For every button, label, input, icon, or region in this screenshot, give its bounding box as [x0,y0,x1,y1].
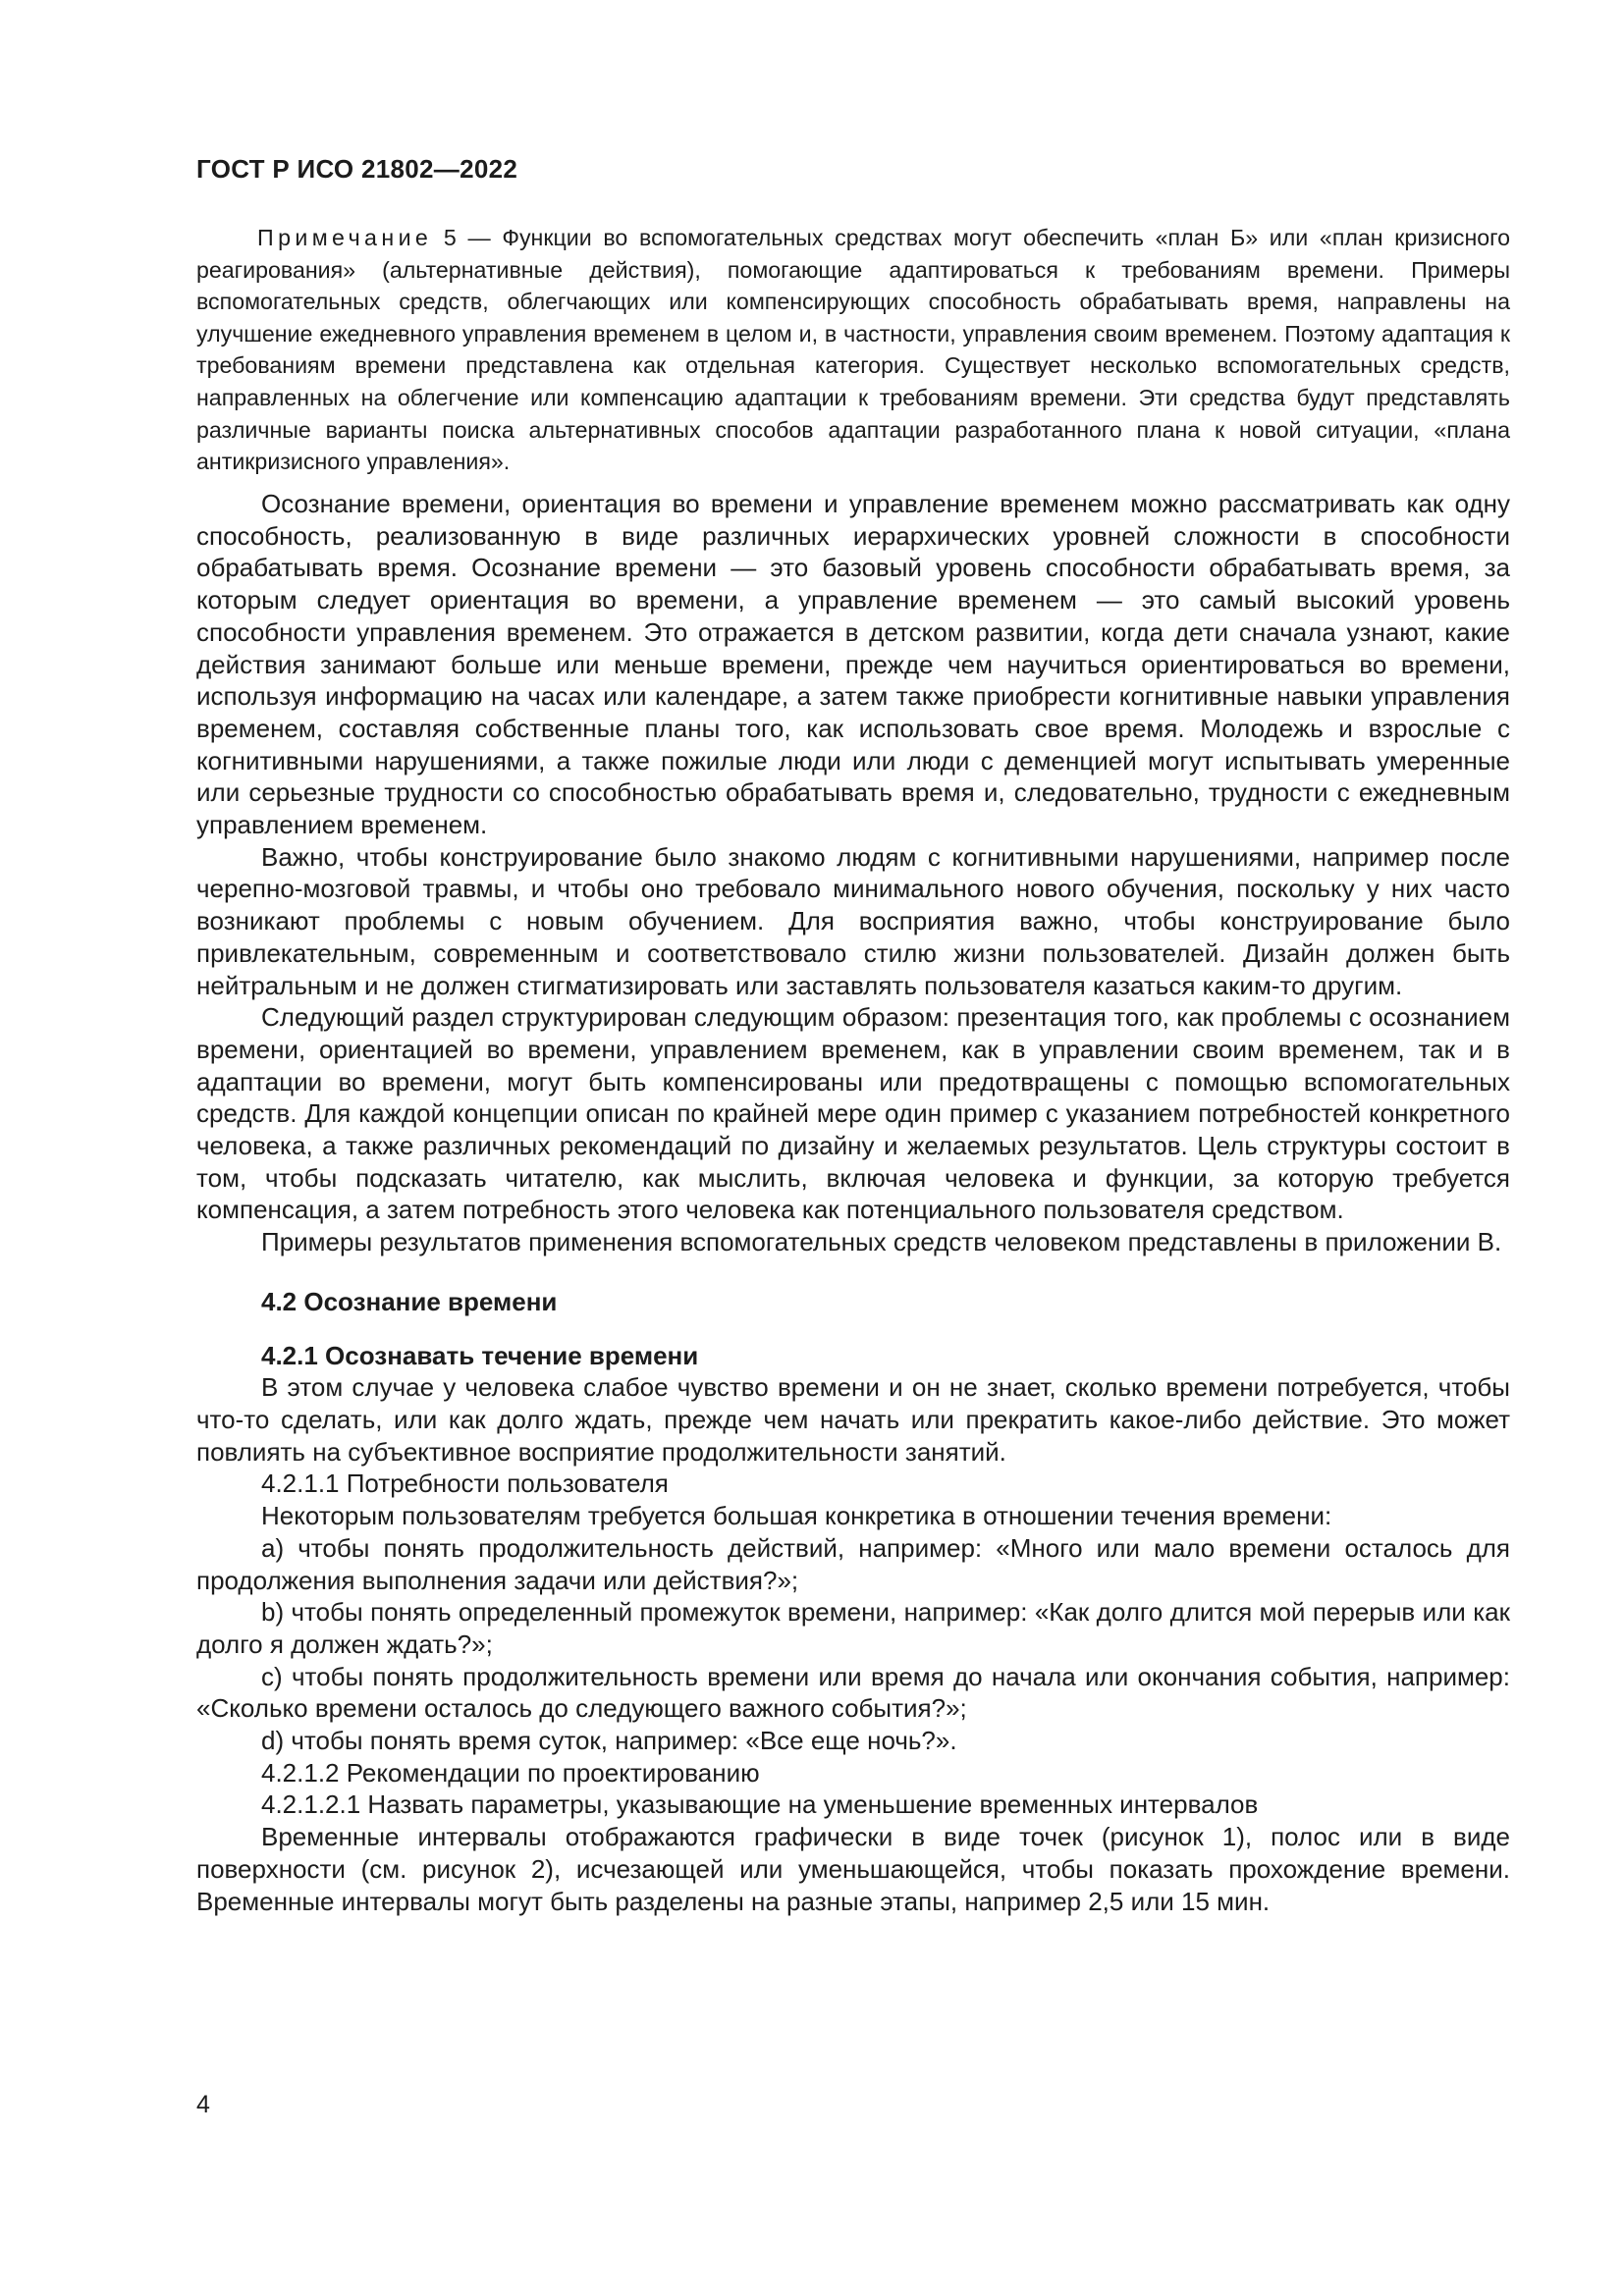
subsection-4-2-1-2-1: 4.2.1.2.1 Назвать параметры, указывающие на уменьшение временных интервалов [261,1789,1259,1820]
paragraph-examples-reference: Примеры результатов применения вспомогательных средств человеком представлены в приложении В. [261,1227,1502,1257]
section-heading-4-2: 4.2 Осознание времени [261,1286,558,1316]
subsection-4-2-1-2: 4.2.1.2 Рекомендации по проектированию [261,1757,760,1788]
paragraph-user-needs-intro: Некоторым пользователям требуется большая конкретика в отношении течения времени: [261,1501,1332,1531]
paragraph-time-intervals: Временные интервалы отображаются графически в виде точек (рисунок 1), полос или в виде поверхности (см. рисунок 2), исчезающей или уменьшающейся, чтобы показать прохождение времени. Временные интервалы могут быть разделены на разные этапы, например 2,5 или 15 мин. [196,1822,1510,1916]
section-heading-4-2-1: 4.2.1 Осознавать течение времени [261,1340,699,1370]
page-number: 4 [196,2091,210,2118]
list-item-c: с) чтобы понять продолжительность времени или время до начала или окончания события, например: «Сколько времени осталось до следующего важного события?»; [196,1661,1510,1724]
subsection-4-2-1-1: 4.2.1.1 Потребности пользователя [261,1468,669,1499]
list-item-a: а) чтобы понять продолжительность действий, например: «Много или мало времени осталось для продолжения выполнения задачи или действия?»; [196,1532,1510,1595]
document-header: ГОСТ Р ИСО 21802—2022 [196,154,518,184]
paragraph-weak-time-sense: В этом случае у человека слабое чувство времени и он не знает, сколько времени потребуется, чтобы что-то сделать, или как долго ждать, прежде чем начать или прекратить какое-либо действие. Это может повлиять на субъективное восприятие продолжительности занятий. [196,1372,1510,1467]
list-item-b: b) чтобы понять определенный промежуток времени, например: «Как долго длится мой перерыв или как долго я должен ждать?»; [196,1597,1510,1659]
main-text [196,488,1510,1917]
note-label: Примечание [257,225,433,250]
paragraph-section-structure: Следующий раздел структурирован следующим образом: презентация того, как проблемы с осознанием времени, ориентацией во времени, управлением временем, как в управлении своим временем, так и в адаптации во времени, могут быть компенсированы или предотвращены с помощью вспомогательных средств. Для каждой концепции описан по крайней мере один пример с указанием потребностей конкретного человека, а также различных рекомендаций по дизайну и желаемых результатов. Цель структуры состоит в том, чтобы подсказать читателю, как мыслить, включая человека и функции, за которую требуется компенсация, а затем потребность этого человека как потенциального пользователя средством. [196,1002,1510,1225]
note-paragraph [196,222,1510,478]
list-item-d: d) чтобы понять время суток, например: «Все еще ночь?». [261,1726,957,1756]
note-block [196,222,1510,478]
paragraph-time-abilities: Осознание времени, ориентация во времени и управление временем можно рассматривать как одну способность, реализованную в виде различных иерархических уровней сложности в способности обрабатывать время. Осознание времени — это базовый уровень способности обрабатывать время, за которым следует ориентация во времени, а управление временем — это самый высокий уровень способности управления временем. Это отражается в детском развитии, когда дети сначала узнают, какие действия занимают больше или меньше времени, прежде чем научиться ориентироваться во времени, используя информацию на часах или календаре, а затем также приобрести когнитивные навыки управления временем, составляя собственные планы того, как использовать свое время. Молодежь и взрослые с когнитивными нарушениями, а также пожилые люди или люди с деменцией могут испытывать умеренные или серьезные трудности со способностью обрабатывать время и, следовательно, трудности с ежедневным управлением временем. [196,489,1510,840]
note-text: 5 — Функции во вспомогательных средствах могут обеспечить «план Б» или «план кризисного реагирования» (альтернативные действия), помогающие адаптироваться к требованиям времени. Примеры вспомогательных средств, облегчающих или компенсирующих способность обрабатывать время, направлены на улучшение ежедневного управления временем в целом и, в частности, управления своим временем. Поэтому адаптация к требованиям времени представлена как отдельная категория. Существует несколько вспомогательных средств, направленных на облегчение или компенсацию адаптации к требованиям времени. Эти средства будут представлять различные варианты поиска альтернативных способов адаптации разработанного плана к новой ситуации, «плана антикризисного управления». [196,225,1510,475]
paragraph-design-familiarity: Важно, чтобы конструирование было знакомо людям с когнитивными нарушениями, например после черепно-мозговой травмы, и чтобы оно требовало минимального нового обучения, поскольку у них часто возникают проблемы с новым обучением. Для восприятия важно, чтобы конструирование было привлекательным, современным и соответствовало стилю жизни пользователей. Дизайн должен быть нейтральным и не должен стигматизировать или заставлять пользователя казаться каким-то другим. [196,841,1510,1000]
